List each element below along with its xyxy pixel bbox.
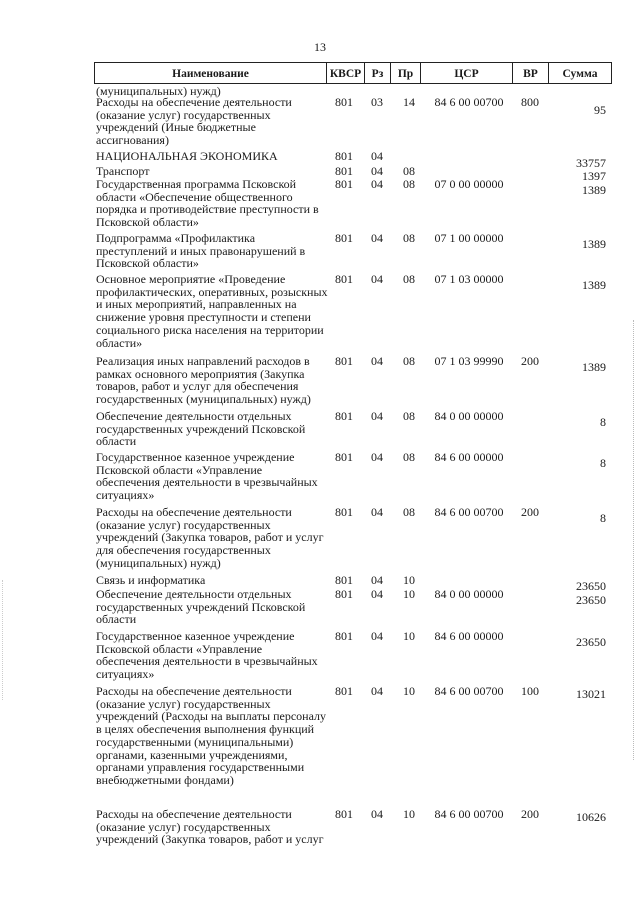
row-vr: 100 — [521, 684, 539, 698]
header-rz: Рз — [364, 62, 390, 84]
row-pr: 08 — [403, 409, 415, 423]
row-vr: 200 — [521, 807, 539, 821]
row-kvsr: 801 — [335, 272, 353, 286]
header-name: Наименование — [94, 62, 326, 84]
header-kvsr: КВСР — [326, 62, 364, 84]
row-vr: 800 — [521, 95, 539, 109]
row-rz: 04 — [371, 505, 383, 519]
row-rz: 04 — [371, 272, 383, 286]
row-pr: 10 — [403, 587, 415, 601]
row-name: Государственная программа Псковской области «Обеспечение общественного порядка и противодействие преступности в Псковской области» — [96, 177, 319, 230]
row-pr: 10 — [403, 629, 415, 643]
row-name: Связь и информатика — [96, 573, 206, 587]
row-sum: 95 — [594, 103, 606, 117]
row-name: Расходы на обеспечение деятельности (оказание услуг) государственных учреждений (Закупка товаров, работ и услуг — [96, 807, 324, 847]
row-kvsr: 801 — [335, 354, 353, 368]
row-csr: 84 0 00 00000 — [434, 409, 504, 423]
row-rz: 04 — [371, 684, 383, 698]
row-vr: 200 — [521, 354, 539, 368]
row-csr: 84 6 00 00700 — [434, 95, 504, 109]
row-rz: 04 — [371, 807, 383, 821]
row-kvsr: 801 — [335, 164, 353, 178]
row-kvsr: 801 — [335, 149, 353, 163]
header-pr: Пр — [390, 62, 420, 84]
row-csr: 84 6 00 00000 — [434, 629, 504, 643]
row-name: Расходы на обеспечение деятельности (оказание услуг) государственных учреждений (Закупка товаров, работ и услуг для обеспечения государственных (муниципальных) нужд) — [96, 505, 324, 570]
row-csr: 07 1 03 99990 — [434, 354, 504, 368]
row-name: Расходы на обеспечение деятельности (оказание услуг) государственных учреждений (Расходы на выплаты персоналу в целях обеспечения выполнения функций государственными (муниципальными) органами, казенными учреждениями, органами управления государственными внебюджетными фондами) — [96, 684, 327, 787]
row-sum: 1389 — [582, 360, 606, 374]
row-kvsr: 801 — [335, 409, 353, 423]
row-csr: 84 6 00 00000 — [434, 450, 504, 464]
row-rz: 04 — [371, 629, 383, 643]
row-name: (муниципальных) нужд) — [96, 84, 221, 98]
row-csr: 07 1 03 00000 — [434, 272, 504, 286]
row-sum: 8 — [600, 415, 606, 429]
page-number: 13 — [314, 40, 326, 54]
row-name: Обеспечение деятельности отдельных государственных учреждений Псковской области — [96, 587, 306, 627]
row-sum: 23650 — [576, 579, 606, 593]
row-sum: 1389 — [582, 183, 606, 197]
row-pr: 08 — [403, 354, 415, 368]
row-name: Расходы на обеспечение деятельности (оказание услуг) государственных учреждений (Иные бюджетные ассигнования) — [96, 95, 292, 148]
row-pr: 08 — [403, 231, 415, 245]
row-name: Государственное казенное учреждение Псковской области «Управление обеспечения деятельности в чрезвычайных ситуациях» — [96, 450, 318, 503]
row-sum: 1389 — [582, 278, 606, 292]
row-rz: 04 — [371, 354, 383, 368]
row-kvsr: 801 — [335, 684, 353, 698]
row-kvsr: 801 — [335, 95, 353, 109]
row-sum: 1397 — [582, 169, 606, 183]
row-kvsr: 801 — [335, 505, 353, 519]
row-pr: 10 — [403, 684, 415, 698]
row-sum: 13021 — [576, 687, 606, 701]
row-csr: 84 6 00 00700 — [434, 807, 504, 821]
row-sum: 10626 — [576, 810, 606, 824]
row-rz: 03 — [371, 95, 383, 109]
header-vr: ВР — [512, 62, 548, 84]
row-pr: 10 — [403, 573, 415, 587]
row-rz: 04 — [371, 450, 383, 464]
header-sum: Сумма — [548, 62, 612, 84]
row-rz: 04 — [371, 149, 383, 163]
scan-edge-mark — [632, 320, 634, 760]
row-sum: 23650 — [576, 635, 606, 649]
row-kvsr: 801 — [335, 807, 353, 821]
row-rz: 04 — [371, 177, 383, 191]
row-rz: 04 — [371, 573, 383, 587]
row-sum: 8 — [600, 456, 606, 470]
row-kvsr: 801 — [335, 450, 353, 464]
row-kvsr: 801 — [335, 177, 353, 191]
row-name: Транспорт — [96, 164, 150, 178]
row-pr: 14 — [403, 95, 415, 109]
row-kvsr: 801 — [335, 629, 353, 643]
row-pr: 08 — [403, 177, 415, 191]
row-pr: 08 — [403, 450, 415, 464]
row-rz: 04 — [371, 409, 383, 423]
header-csr: ЦСР — [420, 62, 512, 84]
row-pr: 08 — [403, 272, 415, 286]
scan-edge-mark — [2, 580, 4, 700]
row-name: Основное мероприятие «Проведение профилактических, оперативных, розыскных и иных мероприятий, направленных на снижение уровня преступности и степени социального риска населения на территории области» — [96, 272, 328, 350]
row-name: Подпрограмма «Профилактика преступлений и иных правонарушений в Псковской области» — [96, 231, 306, 271]
row-name: НАЦИОНАЛЬНАЯ ЭКОНОМИКА — [96, 149, 278, 163]
row-name: Обеспечение деятельности отдельных государственных учреждений Псковской области — [96, 409, 306, 449]
row-kvsr: 801 — [335, 573, 353, 587]
row-sum: 33757 — [576, 156, 606, 170]
row-pr: 08 — [403, 505, 415, 519]
row-csr: 84 0 00 00000 — [434, 587, 504, 601]
row-csr: 84 6 00 00700 — [434, 505, 504, 519]
row-rz: 04 — [371, 231, 383, 245]
row-name: Реализация иных направлений расходов в рамках основного мероприятия (Закупка товаров, работ и услуг для обеспечения государственных (муниципальных) нужд) — [96, 354, 311, 407]
row-sum: 23650 — [576, 593, 606, 607]
row-rz: 04 — [371, 164, 383, 178]
row-rz: 04 — [371, 587, 383, 601]
row-sum: 1389 — [582, 237, 606, 251]
row-csr: 07 1 00 00000 — [434, 231, 504, 245]
row-kvsr: 801 — [335, 587, 353, 601]
row-csr: 84 6 00 00700 — [434, 684, 504, 698]
row-vr: 200 — [521, 505, 539, 519]
row-name: Государственное казенное учреждение Псковской области «Управление обеспечения деятельности в чрезвычайных ситуациях» — [96, 629, 318, 682]
row-kvsr: 801 — [335, 231, 353, 245]
row-sum: 8 — [600, 511, 606, 525]
row-pr: 08 — [403, 164, 415, 178]
row-pr: 10 — [403, 807, 415, 821]
row-csr: 07 0 00 00000 — [434, 177, 504, 191]
